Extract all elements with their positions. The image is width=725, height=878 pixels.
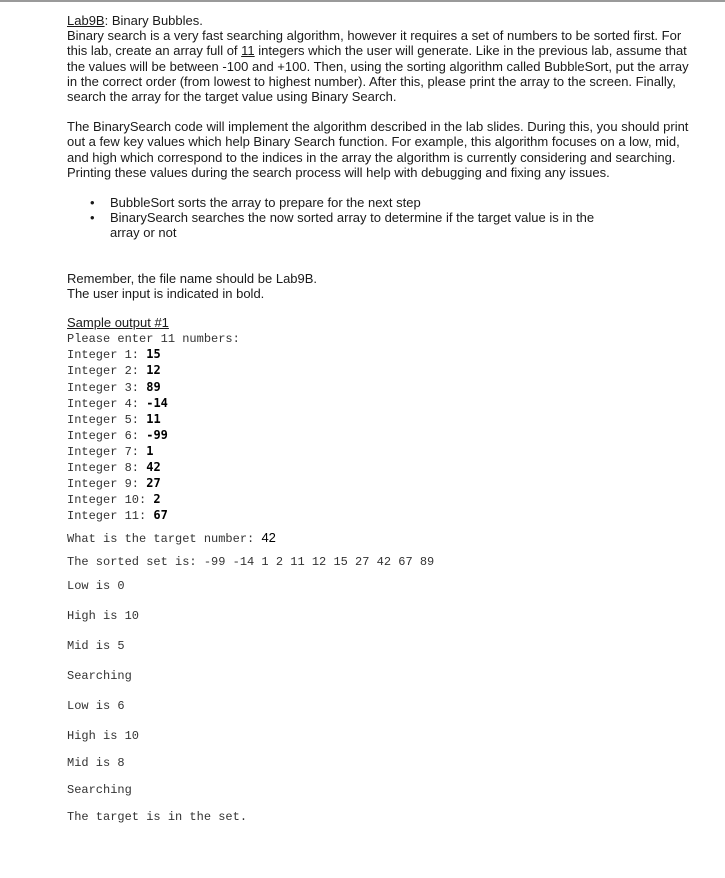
integer-line [67,396,697,412]
integer-label: Integer 6: [67,428,147,443]
integer-line [67,476,697,492]
integer-value: 89 [146,379,161,394]
integer-value: 1 [146,443,154,458]
searching-line: Searching [67,668,132,683]
integer-value: 67 [153,508,168,523]
integer-line [67,444,697,460]
integer-value: 12 [146,363,161,378]
integer-label: Integer 7: [67,444,147,459]
explain-paragraph-2: Printing these values during the search process will help with debugging and fixing any issues. [67,164,610,180]
integer-label: Integer 5: [67,412,147,427]
intro-block [67,13,697,104]
bullet-item: • BinarySearch searches the now sorted array to determine if the target value is in the array or not [67,210,697,240]
explain-paragraph-1: The BinarySearch code will implement the algorithm described in the lab slides. During this, you should print out a few key values which help Binary Search function. For example, this algorithm focuses on a low, mid, and high which correspond to the indices in the array the algorithm is currently considering and searching. [67,119,689,165]
integer-line [67,492,697,508]
integer-value: 2 [153,492,161,507]
lab-title-name: : Binary Bubbles. [104,13,203,28]
target-label: What is the target number: [67,532,262,547]
sample-heading: Sample output #1 [67,315,169,331]
reminder-line-1: Remember, the file name should be Lab9B. [67,270,318,286]
lab-title [67,13,697,28]
integer-line [67,380,697,396]
integer-value: 15 [146,347,161,362]
integer-value: 11 [146,411,161,426]
integer-line [67,347,697,363]
integer-line [67,508,697,524]
intro-paragraph [67,28,697,104]
integer-label: Integer 4: [67,396,147,411]
high-line: High is 10 [67,729,140,744]
mid-line: Mid is 8 [67,756,125,771]
integer-value: -99 [146,427,168,442]
integer-line [67,428,697,444]
integer-value: -14 [146,395,168,410]
sample-output [67,332,697,825]
document-page [67,13,697,825]
integer-label: Integer 2: [67,364,147,379]
sorted-line: The sorted set is: -99 -14 1 2 11 12 15 27 42 67 89 [67,555,435,570]
low-line: Low is 6 [67,698,125,713]
integer-line [67,412,697,428]
integer-label: Integer 10: [67,493,154,508]
intro-text-b: integers which the user will generate. Like in the previous lab, assume that the values will be between -100 and +100. Then, using the sorting algorithm called BubbleSort, put the array in the correct order (from lowest to highest number). After this, please print the array to the screen. Finally, search the array for the target value using Binary Search. [67,43,689,105]
reminder-line-2: The user input is indicated in bold. [67,285,265,301]
target-value: 42 [261,530,276,546]
searching-line: Searching [67,783,132,798]
integer-label: Integer 9: [67,477,147,492]
integer-label: Integer 1: [67,348,147,363]
integer-label: Integer 11: [67,509,154,524]
target-line [67,530,697,547]
page-top-border [0,0,725,2]
explanation-block [67,119,697,180]
reminder-block [67,271,697,301]
mid-line: Mid is 5 [67,638,125,653]
integer-label: Integer 3: [67,380,147,395]
bullet-list [67,195,697,241]
integer-value: 27 [146,476,161,491]
integer-line [67,460,697,476]
bullet-item: • BubbleSort sorts the array to prepare for the next step [67,195,697,210]
lab-title-code: Lab9B [67,13,105,28]
intro-array-size: 11 [241,43,255,59]
prompt-line: Please enter 11 numbers: [67,332,240,347]
high-line: High is 10 [67,608,140,623]
integer-value: 42 [146,460,161,474]
low-line: Low is 0 [67,578,125,593]
result-line: The target is in the set. [67,810,248,825]
integer-line [67,363,697,379]
integer-label: Integer 8: [67,461,147,475]
intro-text-a: Binary search is a very fast searching algorithm, however it requires a set of numbers to be sorted first. For this lab, create an array full of [67,28,682,59]
